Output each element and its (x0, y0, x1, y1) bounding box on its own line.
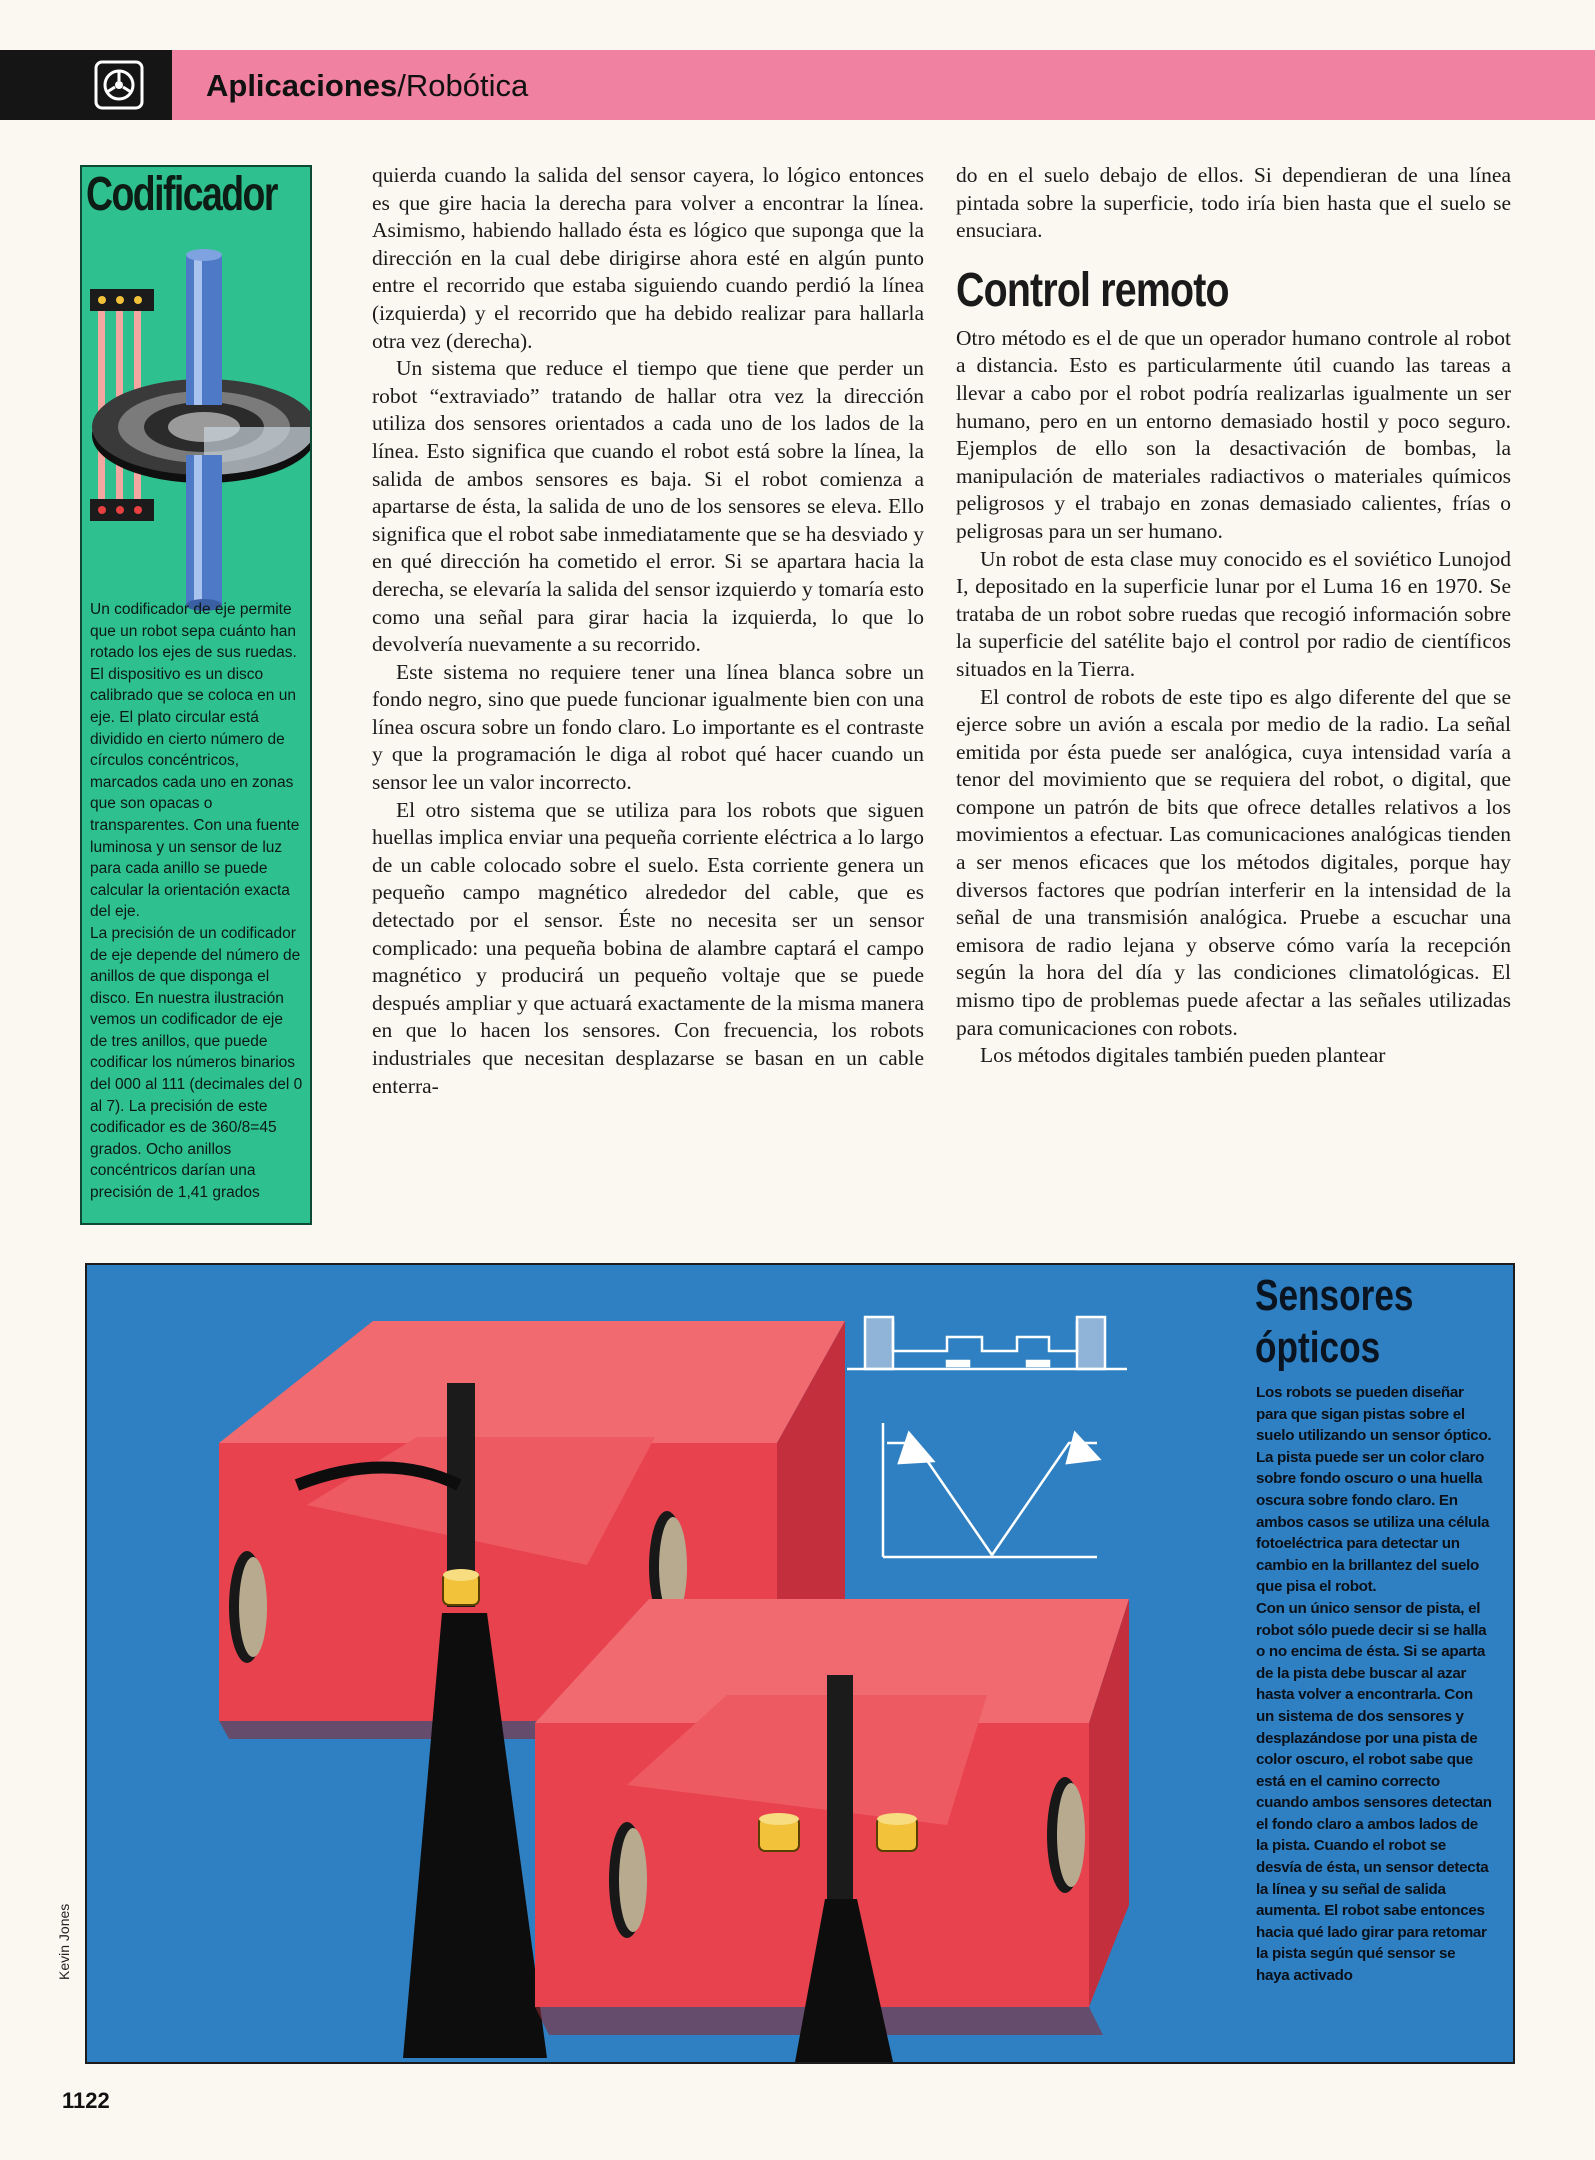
robot-dual-sensors (535, 1599, 1129, 2062)
header-separator: / (397, 68, 406, 103)
body-paragraph: Otro método es el de que un operador humano controle al robot a distancia. Esto es particularmente útil cuando las tareas a llevar a cabo por el robot podría realizarlas igualmente un ser humano, pero en un entorno demasiado hostil y poco seguro. Ejemplos de ello son la desactivación de bombas, la manipulación de materiales radiactivos o materiales químicos peligrosos y el trabajo en zonas demasiado calientes, frías o peligrosas para un ser humano. (956, 325, 1511, 543)
column-right (956, 162, 1511, 1070)
illustration-title-line: Sensores (1255, 1271, 1414, 1320)
body-paragraph: Un sistema que reduce el tiempo que tiene que perder un robot “extraviado” tratando de hallar otra vez la dirección utiliza dos sensores orientados a cada uno de los lados de la línea. Esto significa que cuando el robot está sobre la línea, la salida de ambos sensores es baja. Si el robot comienza a apartarse de ésta, la salida de uno de los sensores se eleva. Ello significa que el robot sabe inmediatamente que se ha desviado y en qué dirección ha cometido el error. Si se apartara hacia la derecha, se elevaría la salida del sensor izquierdo y tomaría esto como una señal para girar hacia la izquierda, lo que lo devolvería nuevamente a su recorrido. (372, 356, 924, 657)
body-paragraph: El otro sistema que se utiliza para los robots que siguen huellas implica enviar una pequeña corriente eléctrica a lo largo de un cable colocado sobre el suelo. Esta corriente genera un pequeño campo magnético alrededor del cable, que es detectado por el sensor. Éste no necesita ser un sensor complicado: una pequeña bobina de alambre captará el campo magnético y producirá un pequeño voltaje que se puede después ampliar y que actuará exactamente de la misma manera en que lo hacen los sensores. Con frecuencia, los robots industriales que necesitan desplazarse se basan en un cable enterra- (372, 797, 924, 1098)
header-logo-box (0, 50, 172, 120)
page-number: 1122 (62, 2088, 110, 2113)
body-paragraph: do en el suelo debajo de ellos. Si dependieran de una línea pintada sobre la superficie, todo iría bien hasta que el suelo se ensuciara. (956, 163, 1511, 243)
sidebar-title: Codificador (86, 168, 277, 221)
header-title (206, 62, 528, 110)
header-subsection: Robótica (405, 68, 529, 103)
optical-sensors-illustration (85, 1263, 1515, 2064)
section-heading: Control remoto (956, 263, 1229, 317)
body-paragraph: Este sistema no requiere tener una línea blanca sobre un fondo negro, sino que puede funcionar igualmente bien con una línea oscura sobre un fondo claro. Lo importante es el contraste y que la programación le diga al robot qué hacer cuando un sensor lee un valor incorrecto. (372, 659, 924, 795)
body-paragraph: Un robot de esta clase muy conocido es el soviético Lunojod I, depositado en la superficie lunar por el Luma 16 en 1970. Se trataba de un robot sobre ruedas que recogió información sobre la superficie del satélite bajo el control por radio de científicos situados en la Tierra. (956, 546, 1511, 681)
digital-signal-graph (847, 1317, 1127, 1369)
sidebar-encoder-box (80, 165, 312, 1225)
illustration-caption (1256, 1382, 1492, 1987)
robot-gear-icon (94, 60, 144, 110)
sidebar-paragraph: Un codificador de eje permite que un robot sepa cuánto han rotado los ejes de sus ruedas. El dispositivo es un disco calibrado que se coloca en un eje. El plato circular está dividido en cierto número de círculos concéntricos, marcados cada uno en zonas que son opacas o transparentes. Con una fuente luminosa y un sensor de luz para cada anillo se puede calcular la orientación exacta del eje. (90, 601, 300, 921)
body-paragraph: quierda cuando la salida del sensor cayera, lo lógico entonces es que gire hacia la derecha para volver a encontrar la línea. Asimismo, habiendo hallado ésta es lógico que suponga que la dirección en la cual debe dirigirse ahora esté en algún punto entre el recorrido que estaba siguiendo cuando perdió la línea (izquierda) y el recorrido que ha debido realizar para hallarla otra vez (derecha). (372, 163, 924, 353)
illustrator-credit: Kevin Jones (56, 1903, 72, 1980)
sidebar-text (90, 599, 304, 1204)
header-section: Aplicaciones (206, 68, 398, 103)
body-paragraph: El control de robots de este tipo es algo diferente del que se ejerce sobre un avión a escala por medio de la radio. La señal emitida por ésta puede ser analógica, cuya intensidad varía a tenor del movimiento que se requiera del robot, o digital, que compone un patrón de bits que ofrece detalles relativos a los movimientos a efectuar. Las comunicaciones analógicas tienden a ser menos eficaces que los métodos digitales, porque hay diversos factores que podrían interferir en la intensidad de la señal de una transmisión analógica. Pruebe a escuchar una emisora de radio lejana y observe cómo varía la recepción según la hora del día y las condiciones climatológicas. El mismo tipo de problemas puede afectar a las señales utilizadas para comunicaciones con robots. (956, 684, 1511, 1040)
analog-signal-graph (883, 1423, 1099, 1557)
sidebar-paragraph: La precisión de un codificador de eje depende del número de anillos de que disponga el disco. En nuestra ilustración vemos un codificador de eje de tres anillos, que puede codificar los números binarios del 000 al 111 (decimales del 0 al 7). La precisión de este codificador es de 360/8=45 grados. Ocho anillos concéntricos darían una precisión de 1,41 grados (90, 924, 303, 1202)
body-paragraph: Los métodos digitales también pueden plantear (980, 1043, 1386, 1068)
illustration-title (1255, 1270, 1413, 1374)
caption-paragraph: Con un único sensor de pista, el robot sólo puede decir si se halla o no encima de ésta. Si se aparta de la pista debe buscar al azar hasta volver a encontrarla. Con un sistema de dos sensores y desplazándose por una pista de color oscuro, el robot sabe que está en el camino correcto cuando ambos sensores detectan el fondo claro a ambos lados de la pista. Cuando el robot se desvía de ésta, un sensor detecta la línea y su señal de salida aumenta. El robot sabe entonces hacia qué lado girar para retomar la pista según qué sensor se haya activado (1256, 1599, 1492, 1985)
column-middle (372, 162, 924, 1100)
illustration-title-line: ópticos (1255, 1323, 1381, 1372)
caption-paragraph: Los robots se pueden diseñar para que sigan pistas sobre el suelo utilizando un sensor óptico. La pista puede ser un color claro sobre fondo oscuro o una huella oscura sobre fondo claro. En ambos casos se utiliza una célula fotoeléctrica para detectar un cambio en la brillantez del suelo que pisa el robot. (1256, 1384, 1492, 1596)
